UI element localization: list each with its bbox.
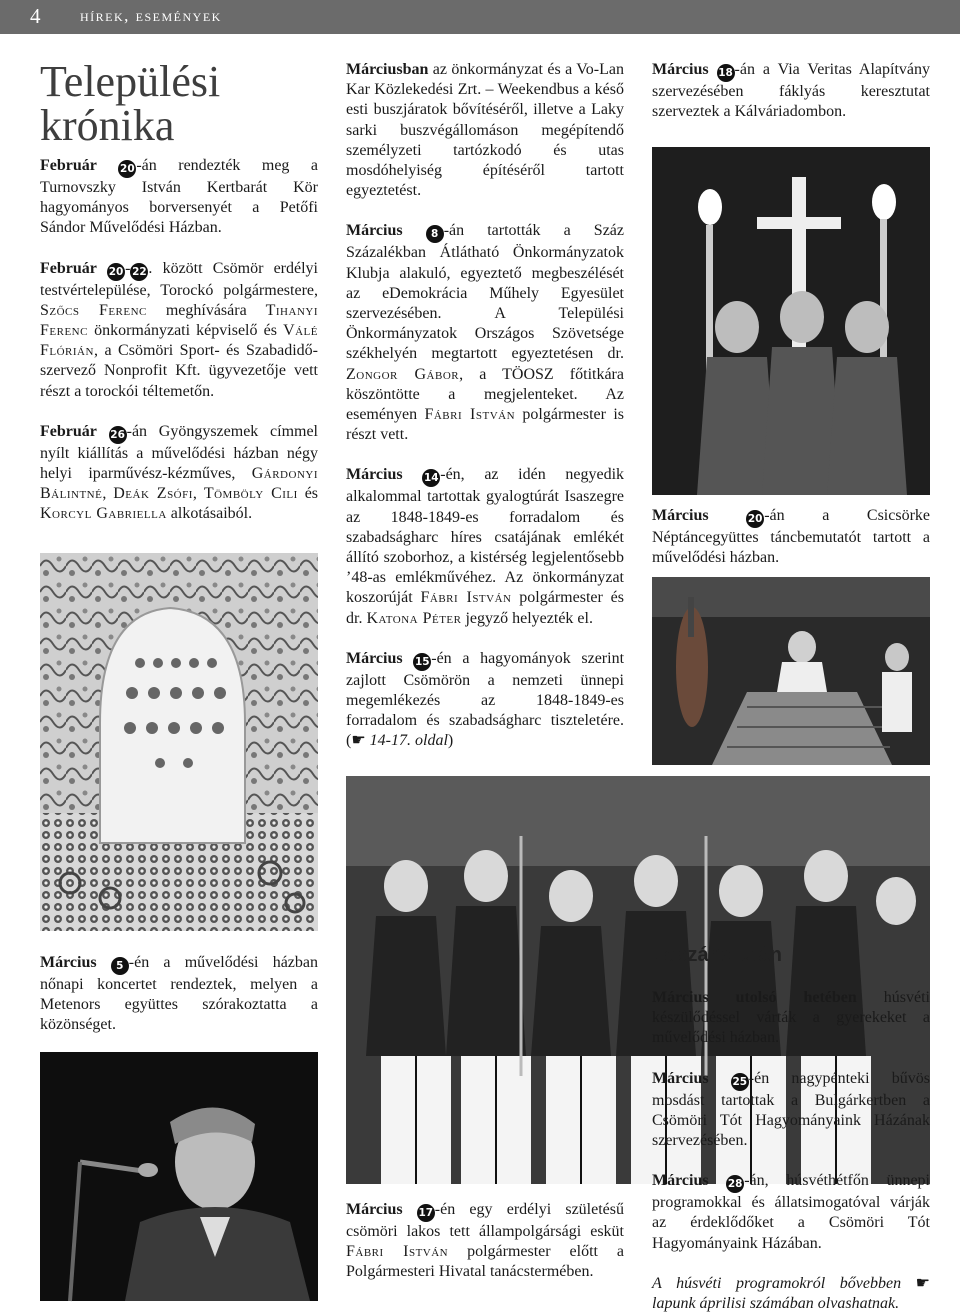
column-2	[346, 60, 624, 752]
lapzarta-item: Március 25 -én nagypénteki bűvös mosdást tartottak a Bulgárkertben a Csömöri Tót Hagyományaink Házának szervezésében.	[652, 1069, 930, 1150]
pointing-hand-icon: ☛	[351, 732, 366, 750]
chronicle-item: Március 20 -án a Csicsörke Néptáncegyüttes táncbemutatót tartott a művelődési házban.	[652, 507, 930, 567]
day-number-badge: 28	[726, 1175, 744, 1193]
beadwork-photo	[40, 553, 318, 931]
day-number-badge: 18	[717, 64, 735, 82]
chronicle-item: Márciusban az önkormányzat és a Vo-Lan Kar Közlekedési Zrt. – Weekendbus a késő esti buszjáratok bővítéséről, illetve a Laky sarki buszvégállomáson megépítendő személyzeti tartózkodó és utas mosdóhelyiség építéséről tartott egyeztetést.	[346, 61, 624, 200]
chronicle-item: Február 20 - 22 . között Csömör erdélyi testvértelepülése, Torockó polgármestere, Szőcs Ferenc meghívására Tihanyi Ferenc önkormányzati képviselő és Válé Flórián, a Csömöri Sport- és Szabadidő-szervező Nonprofit Kft. ügyvezetője vett részt a torockói téltemetőn.	[40, 259, 319, 400]
day-number-badge: 20	[107, 263, 125, 281]
chronicle-item: Március 5 -én a művelődési házban nőnapi koncertet rendeztek, melyen a Metenors együttes szórakoztatta a közönséget.	[40, 954, 318, 1034]
lapzarta-item: Március 28 -án, húsvéthétfőn ünnepi programokkal és állatsimogatóval várják az érdeklődőket a Csömöri Tót Hagyományaink Házában.	[652, 1172, 930, 1252]
day-number-badge: 5	[111, 957, 129, 975]
singer-photo	[40, 1052, 318, 1301]
lapzarta-section	[652, 988, 930, 1314]
lapzarta-heading: Lapzárta után	[652, 944, 783, 966]
chronicle-item: Március 15 -én a hagyományok szerint zajlott Csömörön a nemzeti ünnepi megemlékezés az 1848-1849-es forradalom és szabadságharc tiszteletére. (☛ 14-17. oldal)	[346, 649, 625, 750]
day-number-badge: 17	[417, 1204, 435, 1222]
page-number: 4	[30, 4, 41, 28]
column-1	[40, 156, 318, 525]
chronicle-item: Március 14 -én, az idén negyedik alkalommal tartottak gyalogtúrát Isaszegre az 1848-1849-es forradalom és szabadságharc híres csatájának emlékét állító szoborhoz, a kistérség legjelentősebb ’48-as emlékművéhez. Az önkormányzat koszorúját Fábri István polgármester és dr. Katona Péter jegyző helyezték el.	[346, 466, 625, 627]
day-number-badge: 26	[109, 426, 127, 444]
lapzarta-note: A húsvéti programokról bővebben ☛ lapunk áprilisi számában olvashatnak.	[652, 1274, 931, 1313]
day-number-badge: 22	[130, 263, 148, 281]
folk-dance-photo	[652, 577, 930, 765]
page-header	[0, 0, 960, 34]
chronicle-item: Március 17 -én egy erdélyi születésű csömöri lakos tett állampolgársági esküt Fábri István polgármester előtt a Polgármesteri Hivatal tanácstermében.	[346, 1201, 624, 1281]
day-number-badge: 20	[118, 160, 136, 178]
pointing-hand-icon: ☛	[915, 1274, 931, 1292]
column-3	[652, 60, 930, 122]
chronicle-item: Február 26 -án Gyöngyszemek címmel nyílt kiállítás a művelődési házban négy helyi iparművész-kézműves, Gárdonyi Bálintné, Deák Zsófi, Tömböly Cili és Korcyl Gabriella alkotásaiból.	[40, 422, 319, 523]
day-number-badge: 8	[426, 225, 444, 243]
lapzarta-item: Március utolsó hetében húsvéti készülődéssel várták a gyerekeket a művelődési házban.	[652, 989, 931, 1047]
day-number-badge: 20	[746, 510, 764, 528]
chronicle-item: Február 20 -án rendezték meg a Turnovszky István Kertbarát Kör hagyományos borversenyét a Petőfi Sándor Művelődési Házban.	[40, 157, 318, 237]
torch-procession-photo	[652, 147, 930, 495]
day-number-badge: 14	[422, 469, 440, 487]
day-number-badge: 15	[413, 653, 431, 671]
chronicle-item: Március 8 -án tartották a Száz Százalékban Átlátható Önkormányzatok Klubja alakuló, egyeztető megbeszélését az eDemokrácia Műhely Egyesület szervezésében. A Települési Önkormányzatok Országos Szövetsége székhelyén megtartott egyeztetésen dr. Zongor Gábor, a TÖOSZ főtitkára köszöntötte a megjelenteket. Az eseményen Fábri István polgármester is részt vett.	[346, 222, 625, 444]
section-title: hírek, események	[80, 6, 222, 25]
chronicle-item: Március 18 -án a Via Veritas Alapítvány szervezésében fáklyás keresztutat szerveztek a Kálváriadombon.	[652, 61, 931, 121]
day-number-badge: 25	[731, 1073, 749, 1091]
page-title: Települési krónika	[40, 57, 221, 150]
